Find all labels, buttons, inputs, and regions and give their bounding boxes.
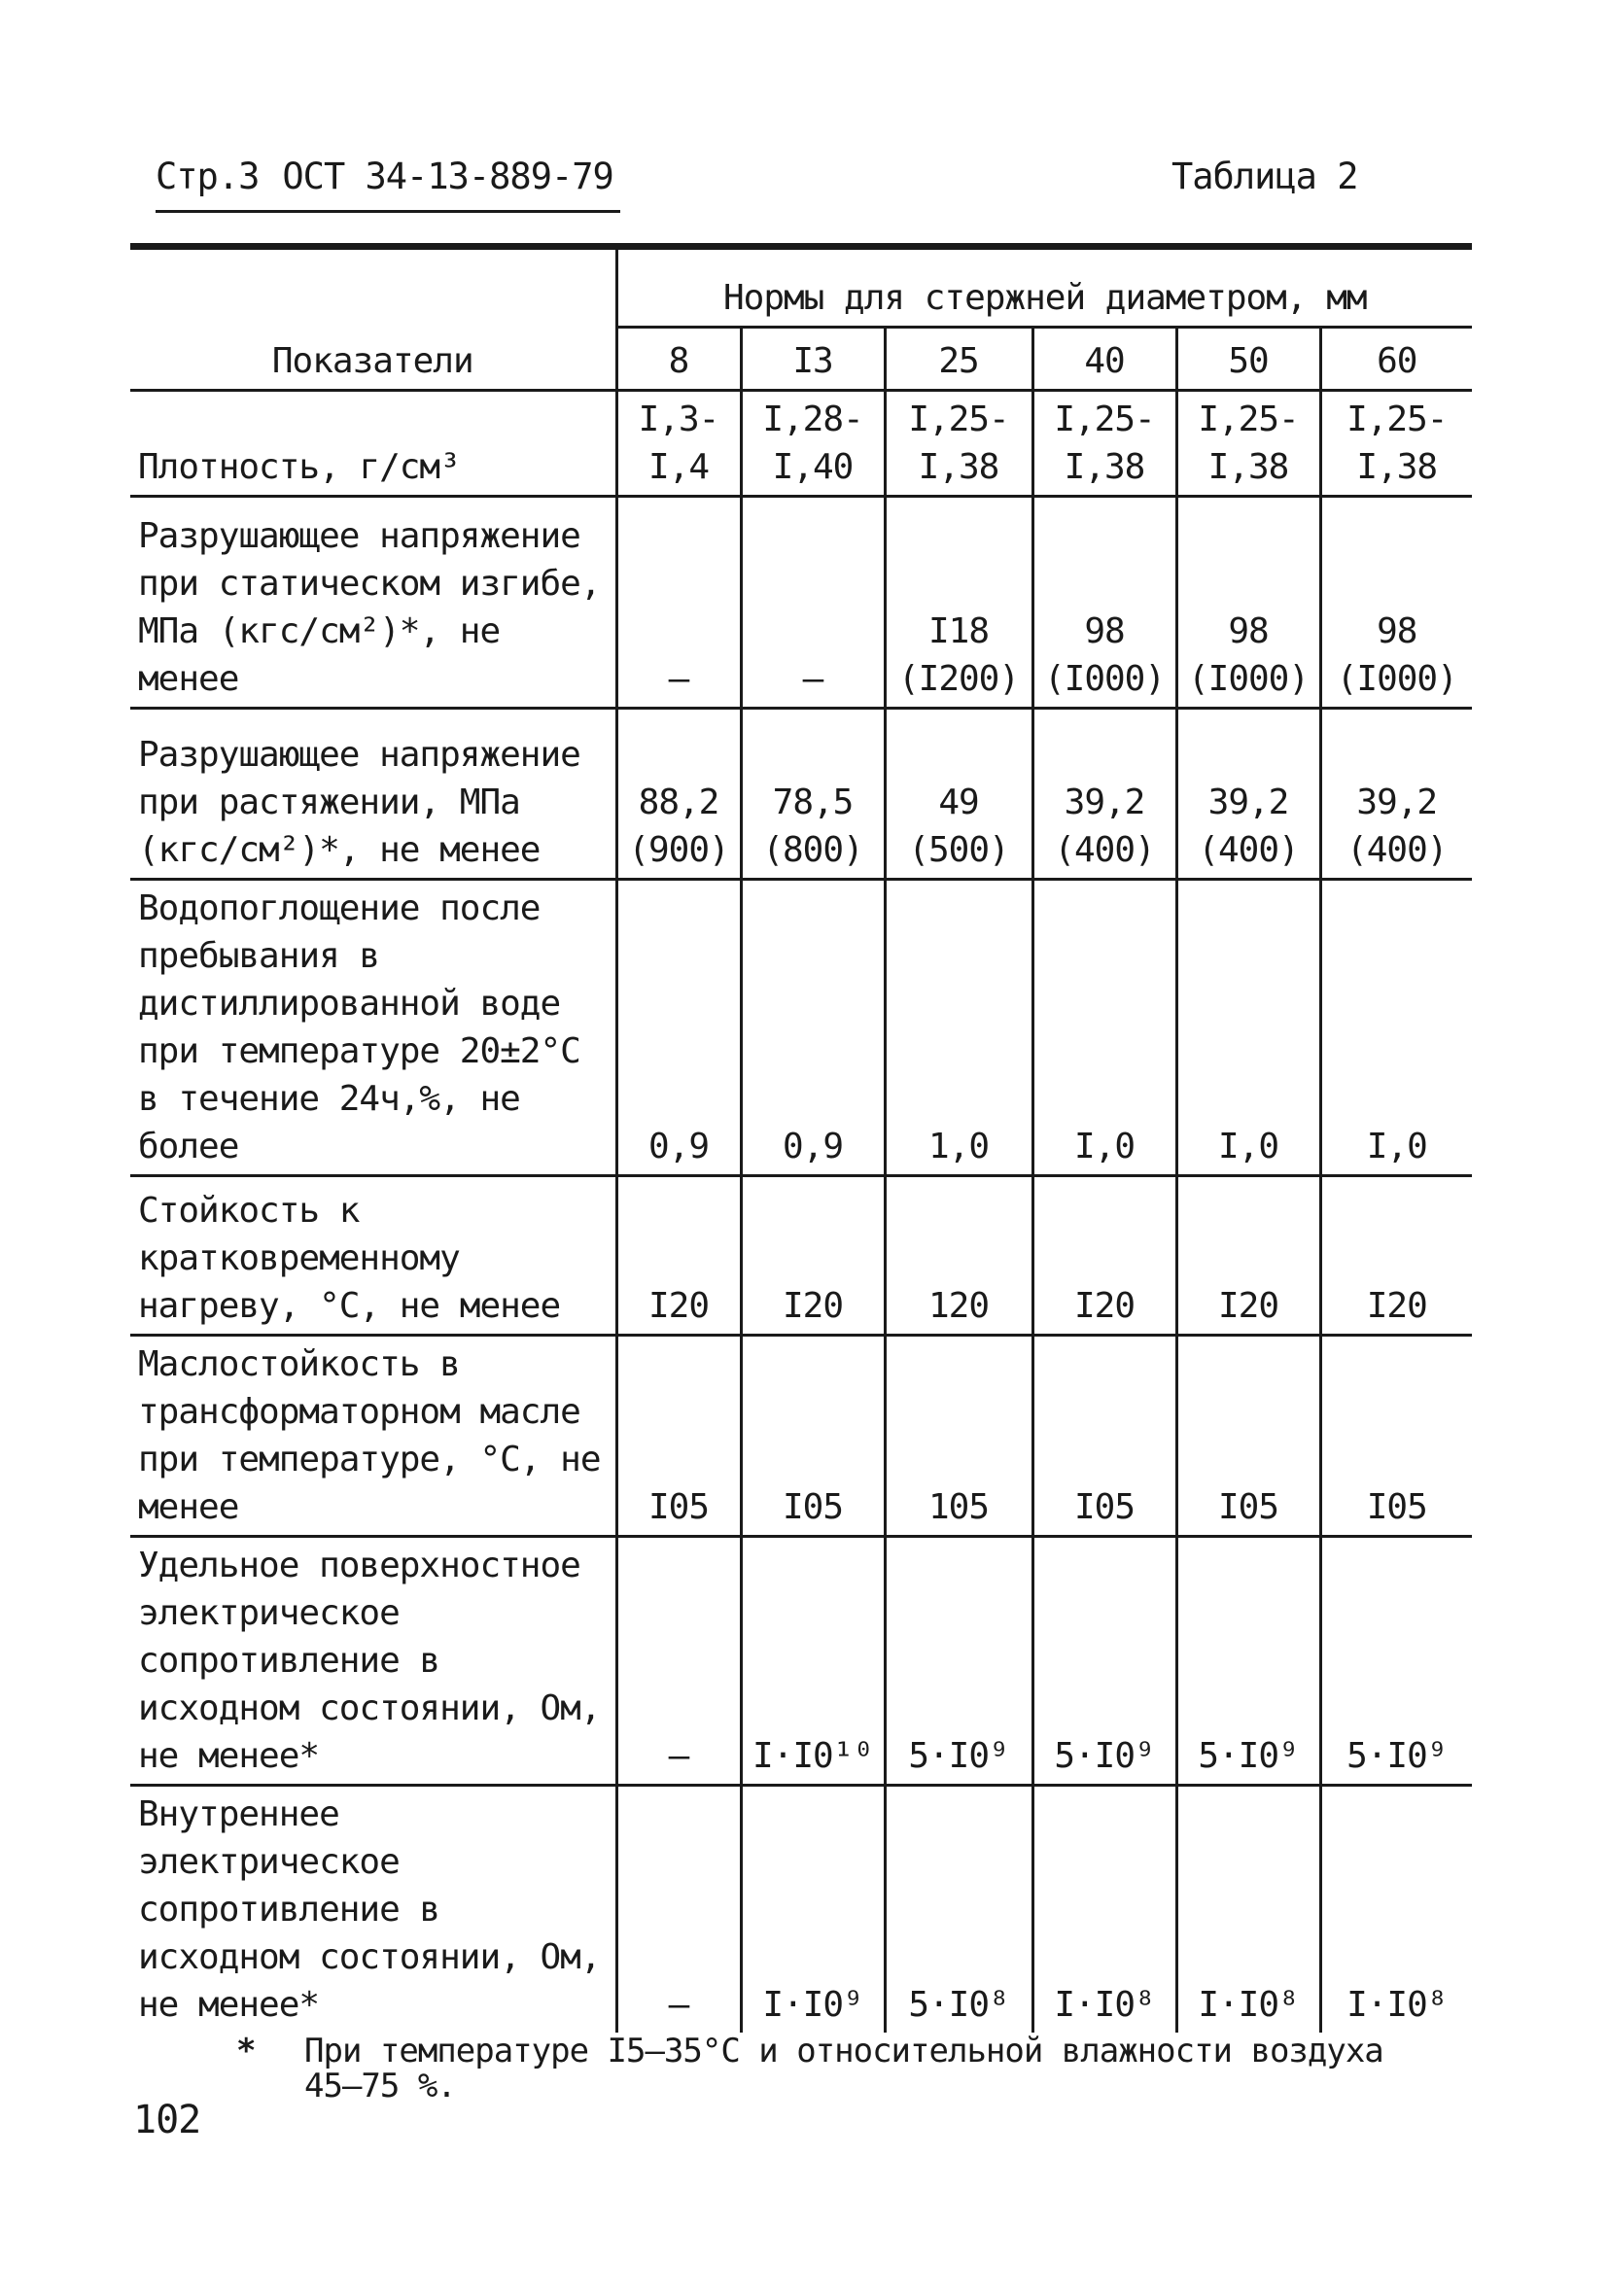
value-line: 1,0 [927,1127,990,1166]
value-line: 5·I0⁹ [1054,1736,1155,1776]
specification-table [130,250,1472,2033]
value-cell [741,497,885,709]
value-line: I,0 [1366,1127,1427,1166]
table-row [130,1537,1472,1786]
value-line: I,4 [647,447,710,487]
value-cell [616,1336,741,1537]
value-line: 98 [1228,611,1269,651]
value-line: 39,2 [1356,783,1438,822]
value-line: 105 [927,1487,990,1527]
value-cell [616,880,741,1176]
diameter-header: 60 [1320,328,1472,391]
param-name: Удельное поверхностное электрическое сопротивление в исходном состоянии, Ом, не менее* [130,1537,616,1786]
value-line: 39,2 [1064,783,1145,822]
value-cell [741,1537,885,1786]
value-cell [1032,1537,1176,1786]
diameter-group-header: Нормы для стержней диаметром, мм [616,250,1472,328]
value-line: (I000) [1043,659,1166,699]
value-cell [741,1176,885,1336]
diameter-header: I3 [741,328,885,391]
value-cell [885,1786,1032,2034]
table-row [130,880,1472,1176]
value-line: 0,9 [782,1127,844,1166]
value-line: I20 [1366,1286,1427,1326]
value-line: (800) [762,830,863,870]
value-cell [1032,709,1176,880]
footnote-text: При температуре I5–35°С и относительной влажности воздуха 45–75 %. [304,2032,1383,2105]
value-line: I05 [782,1487,844,1527]
param-name: Разрушающее напряжение при растяжении, МПа (кгс/см²)*, не менее [130,709,616,880]
value-cell [885,709,1032,880]
param-name: Стойкость к кратковременному нагреву, °С, не менее [130,1176,616,1336]
value-cell [1320,391,1472,497]
table-row [130,1176,1472,1336]
value-cell [1320,1537,1472,1786]
value-line: I,3- [638,400,719,439]
value-line: 0,9 [647,1127,710,1166]
value-line: I,38 [1356,447,1438,487]
value-cell [741,709,885,880]
param-name: Плотность, г/см³ [130,391,616,497]
value-line: (400) [1346,830,1448,870]
table-row [130,709,1472,880]
value-line: (400) [1198,830,1299,870]
value-cell [616,1786,741,2034]
value-line: – [668,1985,689,2025]
value-line: I18 [927,611,990,651]
header-underline [156,210,620,213]
value-cell [616,1537,741,1786]
value-line: I,40 [772,447,854,487]
value-line: (I200) [897,659,1020,699]
value-line: 5·I0⁹ [1346,1736,1448,1776]
value-line: I,25- [1346,400,1448,439]
value-line: I05 [1217,1487,1279,1527]
table-container [130,243,1472,2033]
diameter-header: 8 [616,328,741,391]
value-cell [741,391,885,497]
value-cell [1320,497,1472,709]
value-line: (400) [1054,830,1155,870]
value-line: I20 [1073,1286,1136,1326]
value-cell [1320,880,1472,1176]
value-line: 39,2 [1207,783,1289,822]
value-line: I,28- [762,400,863,439]
value-cell [616,1176,741,1336]
value-cell [741,1336,885,1537]
header-left [156,156,613,197]
value-cell [885,497,1032,709]
diameter-header: 50 [1176,328,1320,391]
value-line: I20 [647,1286,710,1326]
param-name: Маслостойкость в трансформаторном масле при температуре, °С, не менее [130,1336,616,1537]
value-line: I20 [1217,1286,1279,1326]
param-name: Внутреннее электрическое сопротивление в исходном состоянии, Ом, не менее* [130,1786,616,2034]
param-name: Водопоглощение после пребывания в дистиллированной воде при температуре 20±2°С в течение 24ч,%, не более [130,880,616,1176]
value-cell [1176,1537,1320,1786]
value-cell [1176,1336,1320,1537]
value-cell [1176,880,1320,1176]
value-cell [741,1786,885,2034]
value-cell [1032,1786,1176,2034]
value-cell [1176,391,1320,497]
value-line: (I000) [1187,659,1310,699]
value-line: – [668,659,689,699]
value-line: I05 [647,1487,710,1527]
footnote [238,2034,1405,2104]
value-line: 5·I0⁹ [908,1736,1009,1776]
value-cell [1032,1336,1176,1537]
value-cell [1176,1176,1320,1336]
page-label: Стр.3 [156,156,260,197]
value-cell [1176,1786,1320,2034]
value-line: (500) [908,830,1009,870]
value-line: 5·I0⁸ [908,1985,1009,2025]
value-cell [741,880,885,1176]
value-cell [616,709,741,880]
footnote-mark: * [236,2032,256,2070]
table-label: Таблица 2 [1171,156,1358,197]
value-cell [1320,709,1472,880]
value-line: I20 [782,1286,844,1326]
value-cell [616,391,741,497]
table-row [130,1786,1472,2034]
param-column-header: Показатели [130,250,616,391]
value-line: I·I0¹⁰ [752,1736,874,1776]
value-cell [885,1176,1032,1336]
page-number: 102 [133,2098,201,2142]
value-line: 78,5 [772,783,854,822]
value-line: – [668,1736,689,1776]
value-line: 98 [1377,611,1417,651]
value-cell [1320,1176,1472,1336]
value-cell [1032,1176,1176,1336]
value-line: I·I0⁸ [1198,1985,1299,2025]
value-line: 5·I0⁹ [1198,1736,1299,1776]
value-cell [1320,1336,1472,1537]
value-cell [1176,709,1320,880]
value-line: 120 [927,1286,990,1326]
table-body [130,391,1472,2034]
value-line: I,38 [1207,447,1289,487]
value-cell [1176,497,1320,709]
table-row [130,1336,1472,1537]
value-line: 49 [938,783,979,822]
value-line: (I000) [1336,659,1457,699]
value-cell [885,1336,1032,1537]
diameter-header: 25 [885,328,1032,391]
value-line: – [802,659,823,699]
value-line: (900) [628,830,729,870]
value-line: 98 [1084,611,1125,651]
table-row [130,391,1472,497]
value-line: I,0 [1073,1127,1136,1166]
value-cell [1032,880,1176,1176]
value-cell [1320,1786,1472,2034]
value-line: I·I0⁸ [1346,1985,1448,2025]
page-header [156,156,1478,214]
value-cell [885,1537,1032,1786]
value-line: I,25- [1054,400,1155,439]
value-line: 88,2 [638,783,719,822]
value-line: I05 [1073,1487,1136,1527]
param-name: Разрушающее напряжение при статическом изгибе, МПа (кгс/см²)*, не менее [130,497,616,709]
standard-designation: ОСТ 34-13-889-79 [282,156,613,197]
value-line: I,38 [1064,447,1145,487]
diameter-header: 40 [1032,328,1176,391]
value-cell [616,497,741,709]
value-cell [1032,497,1176,709]
value-line: I,38 [918,447,999,487]
value-line: I,25- [908,400,1009,439]
value-line: I·I0⁹ [762,1985,863,2025]
value-cell [885,391,1032,497]
value-line: I,25- [1198,400,1299,439]
value-line: I,0 [1217,1127,1279,1166]
value-cell [885,880,1032,1176]
value-cell [1032,391,1176,497]
table-row [130,497,1472,709]
table-top-rule [130,243,1472,250]
value-line: I05 [1366,1487,1427,1527]
value-line: I·I0⁸ [1054,1985,1155,2025]
